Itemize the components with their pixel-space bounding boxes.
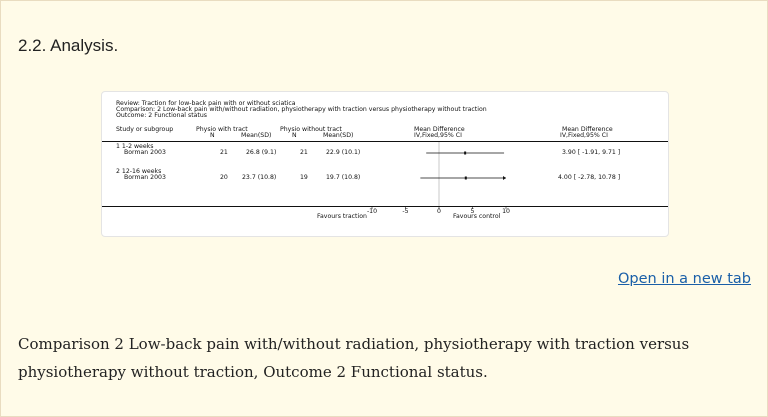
comparison-line: Comparison: 2 Low-back pain with/without radiation, physiotherapy with traction versus physiotherapy without traction <box>116 106 487 113</box>
axis-tick-label-0: -10 <box>366 208 378 215</box>
favours-right-label: Favours control <box>453 213 501 220</box>
subgroup-2-mean2: 19.7 (10.8) <box>326 174 361 181</box>
study-header: Study or subgroup <box>116 126 174 133</box>
n2-header: N <box>292 132 297 139</box>
md-header: Mean Difference <box>414 126 465 133</box>
group2-header: Physio without tract <box>280 126 342 133</box>
subgroup-1-n1: 21 <box>220 149 228 156</box>
axis-tick-label-4: 10 <box>502 208 510 215</box>
subgroup-1-n2: 21 <box>300 149 308 156</box>
md-subheader: IV,Fixed,95% CI <box>414 132 462 139</box>
axis-tick-label-3: 5 <box>470 208 475 215</box>
forest-plot-figure <box>101 91 669 237</box>
group1-header: Physio with tract <box>196 126 248 133</box>
subgroup-2-n1: 20 <box>220 174 228 181</box>
figure-caption: Comparison 2 Low-back pain with/without radiation, physiotherapy with traction versus physiotherapy without traction, Outcome 2 Functional status. <box>18 335 690 381</box>
subgroup-1-mean2: 22.9 (10.1) <box>326 149 361 156</box>
favours-left-label: Favours traction <box>317 213 367 220</box>
subgroup-2-label: 2 12-16 weeks <box>116 168 162 175</box>
subgroup-1-ci: 3.90 [ -1.91, 9.71 ] <box>562 149 621 156</box>
mean2-header: Mean(SD) <box>323 132 354 139</box>
subgroup-1-mean1: 26.8 (9.1) <box>246 149 277 156</box>
review-line: Review: Traction for low-back pain with or without sciatica <box>116 100 296 107</box>
outcome-line: Outcome: 2 Functional status <box>116 112 208 119</box>
open-in-new-tab-link[interactable]: Open in a new tab <box>617 271 751 287</box>
axis-tick-label-1: -5 <box>402 208 409 215</box>
subgroup-1-label: 1 1-2 weeks <box>116 143 154 150</box>
subgroup-2-study: Borman 2003 <box>124 174 166 181</box>
md2-subheader: IV,Fixed,95% CI <box>560 132 608 139</box>
n1-header: N <box>210 132 215 139</box>
axis-tick-label-2: 0 <box>437 208 441 215</box>
subgroup-2-ci: 4.00 [ -2.78, 10.78 ] <box>558 174 621 181</box>
md2-header: Mean Difference <box>562 126 613 133</box>
point-estimate-2 <box>465 177 467 180</box>
section-heading: 2.2. Analysis. <box>18 36 119 55</box>
forest-plot-svg <box>102 92 668 236</box>
mean1-header: Mean(SD) <box>241 132 272 139</box>
subgroup-2-mean1: 23.7 (10.8) <box>242 174 277 181</box>
subgroup-1-study: Borman 2003 <box>124 149 166 156</box>
ci-arrow-2 <box>503 176 506 180</box>
subgroup-2-n2: 19 <box>300 174 308 181</box>
point-estimate-1 <box>464 152 466 155</box>
